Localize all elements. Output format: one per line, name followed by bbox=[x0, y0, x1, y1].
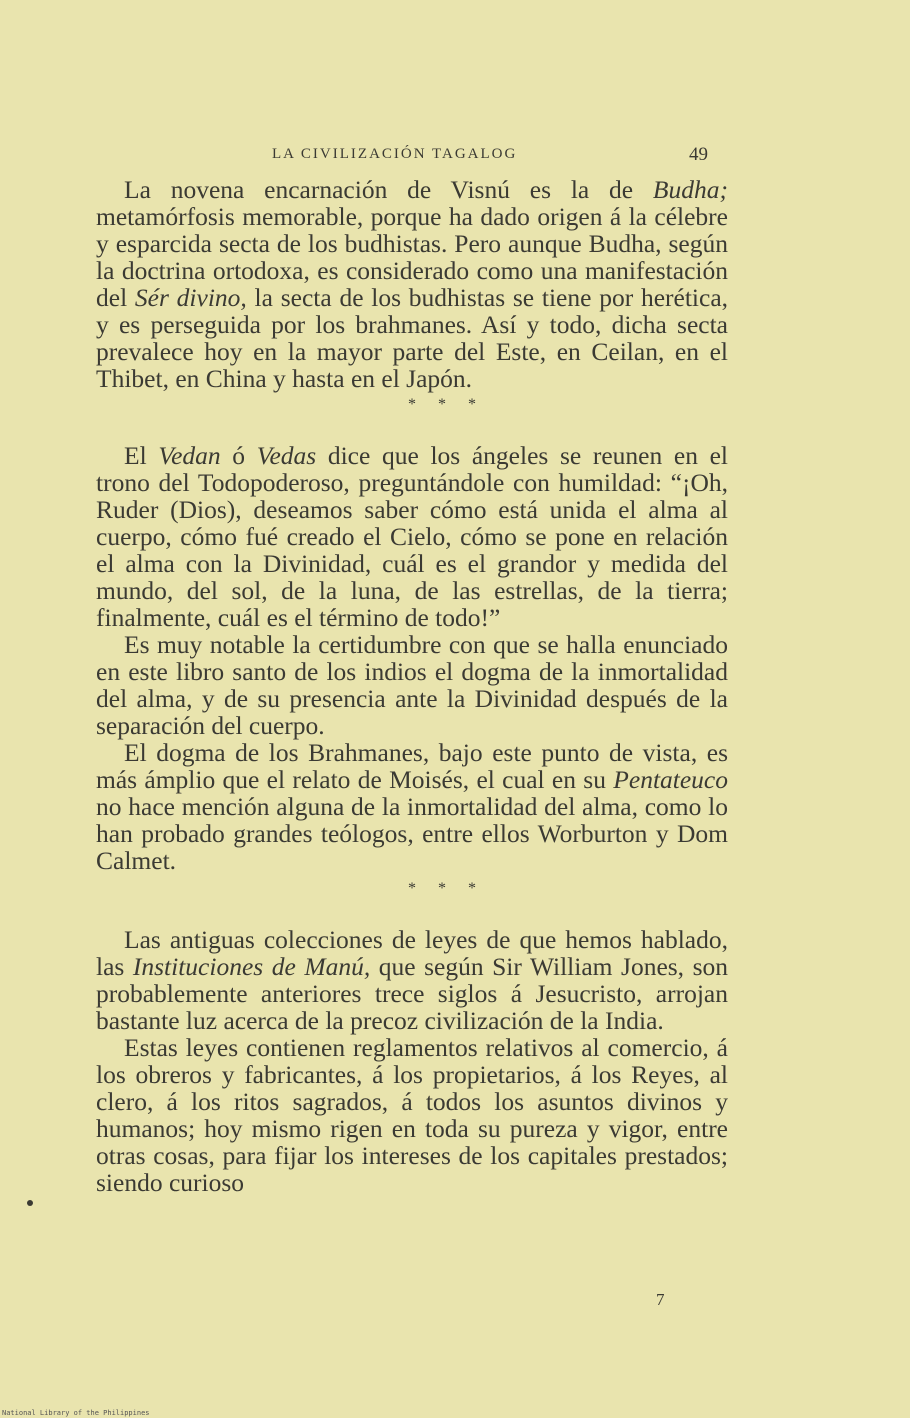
running-title: LA CIVILIZACIÓN TAGALOG bbox=[272, 146, 518, 162]
printer-signature: 7 bbox=[656, 1290, 665, 1309]
section-separator: * * * bbox=[408, 880, 476, 897]
paragraph: La novena encarnación de Visnú es la de Budha; metamórfosis memorable, porque ha dado origen á la célebre y esparcida secta de los budhistas. Pero aunque Budha, según la doctrina ortodoxa, es considerado como una manifestación del Sér divino, la secta de los budhistas se tiene por herética, y es perseguida por los brahmanes. Así y todo, dicha secta prevalece hoy en la mayor parte del Este, en Ceilan, en el Thibet, en China y hasta en el Japón. bbox=[96, 175, 729, 393]
paragraph: Las antiguas colecciones de leyes de que hemos hablado, las Instituciones de Manú, que según Sir William Jones, son probablemente anteriores trece siglos á Jesucristo, arrojan bastante luz acerca de la precoz civilización de la India. bbox=[96, 925, 729, 1035]
page-number: 49 bbox=[689, 144, 708, 165]
section-1 bbox=[96, 176, 728, 392]
library-credit: National Library of the Philippines bbox=[2, 1409, 150, 1417]
paragraph: Estas leyes contienen reglamentos relativos al comercio, á los obreros y fabricantes, á los propietarios, á los Reyes, al clero, á los ritos sagrados, á todos los asuntos divinos y humanos; hoy mismo rigen en toda su pureza y vigor, entre otras cosas, para fijar los intereses de los capitales prestados; siendo curioso bbox=[96, 1033, 728, 1197]
page-header bbox=[96, 144, 708, 168]
ink-spot bbox=[27, 1200, 33, 1206]
paragraph: El dogma de los Brahmanes, bajo este punto de vista, es más ámplio que el relato de Moisés, el cual en su Pentateuco no hace mención alguna de la inmortalidad del alma, como lo han probado grandes teólogos, entre ellos Worburton y Dom Calmet. bbox=[96, 738, 728, 875]
section-2 bbox=[96, 442, 728, 874]
paragraph: Es muy notable la certidumbre con que se halla enunciado en este libro santo de los indios el dogma de la inmortalidad del alma, y de su presencia ante la Divinidad después de la separación del cuerpo. bbox=[96, 630, 728, 740]
section-separator: * * * bbox=[408, 396, 476, 413]
paragraph: El Vedan ó Vedas dice que los ángeles se reunen en el trono del Todopoderoso, preguntándole con humildad: “¡Oh, Ruder (Dios), deseamos saber cómo está unida el alma al cuerpo, cómo fué creado el Cielo, cómo se pone en relación el alma con la Divinidad, cuál es el grandor y medida del mundo, del sol, de la luna, de las estrellas, de la tierra; finalmente, cuál es el término de todo!” bbox=[96, 441, 728, 632]
body-text bbox=[96, 176, 728, 1196]
section-3 bbox=[96, 926, 728, 1196]
